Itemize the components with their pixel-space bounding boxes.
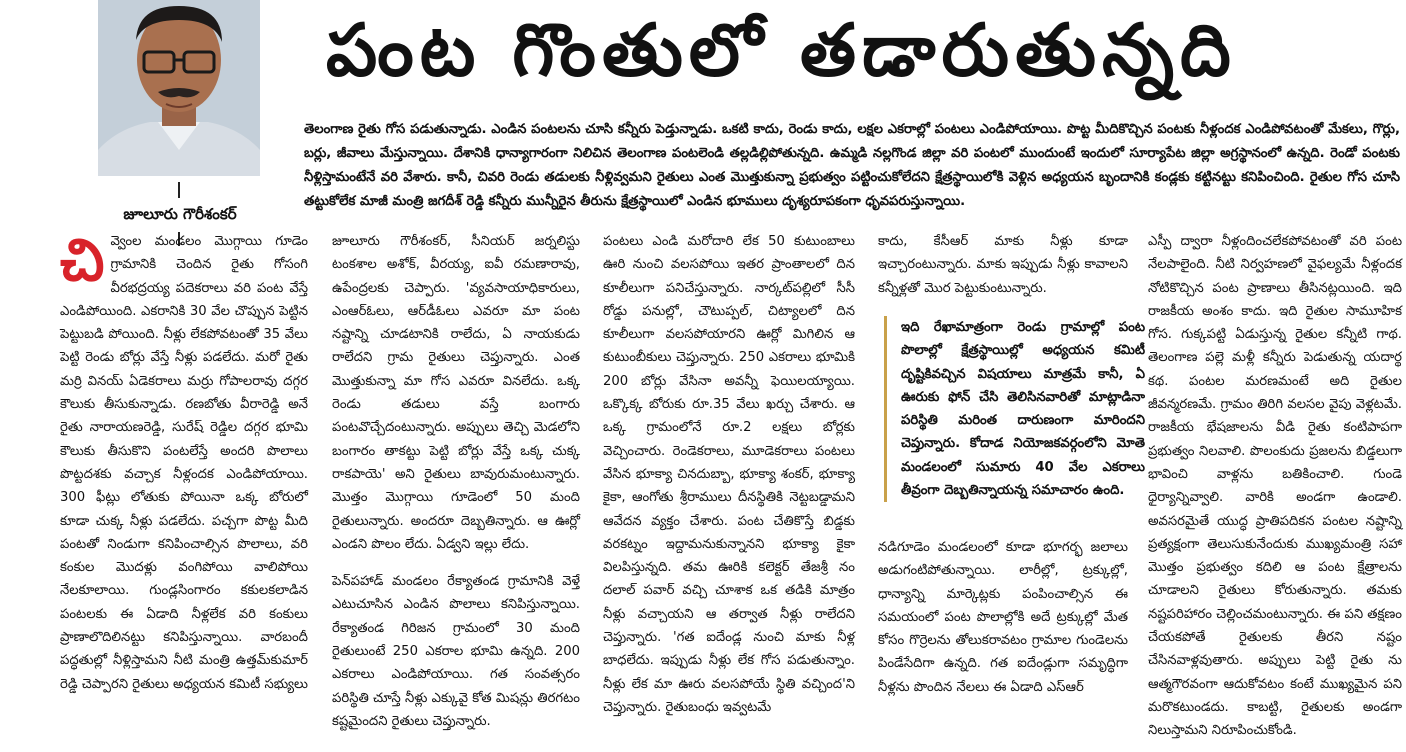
column-5-text: ఎస్పీ ద్వారా నీళ్లందించలేకపోవటంతో వరి పంట నేలపాలైంది. నీటి నిర్వహణలో వైఫల్యమే నీళ్లందక నోటికొచ్చిన పంట ప్రాణాలు తీసినట్లయింది. ఇది రాజకీయ అంశం కాదు. ఇది రైతుల సామూహిక గోస. గుక్కపట్టి ఏడుస్తున్న రైతుల కన్నీటి గాథ. తెలంగాణ పల్లె మళ్లీ కన్నీరు పెడుతున్న యదార్థ కథ. పంటల మరణమంటే అది రైతుల జీవన్మరణమే. గ్రామం తిరిగి వలసల వైపు వెళ్లటమే. రాజకీయ భేషజాలను వీడి రైతు కంటిపాపగా ప్రభుత్వం నిలవాలి. పొలంకుదు ప్రజలను బిడ్డలుగా భావించి వాళ్లను బతికించాలి. గుండె ధైర్యాన్నివ్వాలి. వారికి అండగా ఉండాలి. అవసరమైతే యుద్ధ ప్రాతిపదికన పంటల నష్టాన్ని ప్రత్యక్షంగా తెలుసుకునేందుకు ముఖ్యమంత్రి సహా మొత్తం ప్రభుత్వం కదిలి ఆ పంట క్షేత్రాలను చూడాలని రైతులు కోరుతున్నారు. తమకు నష్టపరిహారం చెల్లించమంటున్నారు. ఈ పని తక్షణం చేయకపోతే రైతులకు తీరని నష్టం చేసినవాళ్లవుతారు. అప్పులు పెట్టి రైతు ను ఆత్మగౌరవంగా ఆదుకోవటం కంటే ముఖ్యమైన పని మరొకటుండదు. కాబట్టి, రైతులకు అండగా నిలుస్తామని నిరూపించుకోండి. (1148, 234, 1402, 739)
pull-quote: ఇది రేఖామాత్రంగా రెండు గ్రామాల్లో పంట పొలాల్లో క్షేత్రస్థాయిల్లో అధ్యయన కమిటీ దృష్టికివచ్చిన విషయాలు మాత్రమే కానీ, ఏ ఊరుకు ఫోన్ చేసి తెలిసినవారితో మాట్లాడినా పరిస్థితి మరింత దారుణంగా మారిందని చెప్తున్నారు. కోదాడ నియోజకవర్గంలోని మోతె మండలంలో సుమారు 40 వేల ఎకరాలు తీవ్రంగా దెబ్బతిన్నాయన్న సమాచారం ఉంది. (884, 316, 1145, 502)
column-3-text: పంటలు ఎండి మరోదారి లేక 50 కుటుంబాలు ఊరి నుంచి వలసపోయి ఇతర ప్రాంతాలలో దిన కూలీలుగా పనిచేస్తున్నారు. నార్కట్‌పల్లిలో సీసీ రోడ్డు పనుల్లో, చౌటుప్పల్, చిట్యాలలో దిన కూలీలుగా వలసపోయారని ఊర్లో మిగిలిన ఆ కుటుంబీకులు చెప్తున్నారు. 250 ఎకరాలు భూమికి 200 బోర్లు వేసినా అవన్నీ ఫెయిలయ్యాయి. ఒక్కొక్క బోరుకు రూ.35 వేలు ఖర్చు చేశారు. ఆ ఒక్క గ్రామంలోనే రూ.2 లక్షలు బోర్లకు వెచ్చించారు. రెండెకరాలు, మూడెకరాలు పంటలు వేసిన భూక్యా చినదుబ్బా, భూక్యా శంకర్, భూక్యా కైకా, ఆంగోతు శ్రీరాములు దీనస్థితికి నెట్టబడ్డామని ఆవేదన వ్యక్తం చేశారు. పంట చేతికొస్తే బిడ్డకు వరకట్నం ఇద్దామనుకున్నానని భూక్యా కైకా విలపిస్తున్నది. తమ ఊరికి కలెక్టర్ తేజశ్రీ నం దలాల్ పవార్ వచ్చి చూశాక ఒక తడికి మాత్రం నీళ్లు వచ్చాయని ఆ తర్వాత నీళ్లు రాలేదని చెప్తున్నారు. 'గత ఐదేండ్ల నుంచి మాకు నీళ్ల బాధలేదు. ఇప్పుడు నీళ్లు లేక గోస పడుతున్నాం. నీళ్లు లేక మా ఊరు వలసపోయే స్థితి వచ్చింద'ని చెప్తున్నారు. రైతుబంధు ఇవ్వటమే (603, 234, 855, 715)
author-name: జూలూరు గౌరీశంకర్ (123, 205, 237, 223)
drop-cap: చి (60, 226, 105, 294)
divider-line-top (178, 182, 180, 198)
author-photo (98, 0, 260, 176)
column-1-text: వ్వెంల మండలం మొగ్గాయి గూడెం గ్రామానికి చెందిన రైతు గోసంగి వీరభద్రయ్య పదెకరాలు వరి పంట వేస్తే ఎండిపోయింది. ఎకరానికి 30 వేల చొప్పున పెట్టిన పెట్టుబడి పోయింది. నీళ్లు లేకపోవటంతో 35 వేలు పెట్టి రెండు బోర్లు వేస్తే నీళ్లు పడలేదు. మరో రైతు మర్రి వినయ్ ఏడెకరాలు మర్రు గోపాలరావు దగ్గర కౌలుకు తీసుకున్నాడు. రణబోతు వీరారెడ్డి అనే రైతు నారాయణరెడ్డి, సురేష్ రెడ్డిల దగ్గర భూమి కౌలుకు తీసుకొని పంటలేస్తే అందరి పొలాలు పొట్టదశకు వచ్చాక నీళ్లందక ఎండిపోయాయి. 300 ఫీట్లు లోతుకు పోయినా ఒక్క బోరులో కూడా చుక్క నీళ్లు పడలేదు. పచ్చగా పొట్ట మీది పంటతో నిండుగా కనిపించాల్సిన పొలాలు, వరి కంకుల మొదళ్లు వంగిపోయి వాలిపోయి నేలకూలాయి. గుండ్లసింగారం కకులకలాడిన పంటలకు ఈ ఏడాది నీళ్లలేక వరి కంకులు ప్రాణాలొదిలినట్టు కనిపిస్తున్నాయి. వారబందీ పద్ధతుల్లో నీళ్లిస్తామని నీటి మంత్రి ఉత్తమ్‌కుమార్ రెడ్డి చెప్పారని రైతులు అధ్యయన కమిటీ సభ్యులు (60, 234, 308, 692)
column-2 (332, 230, 580, 729)
column-5 (1148, 230, 1402, 739)
column-3 (603, 230, 855, 715)
column-4-top (878, 230, 1128, 302)
intro-paragraph: తెలంగాణ రైతు గోస పడుతున్నాడు. ఎండిన పంటలను చూసి కన్నీరు పెడ్తున్నాడు. ఒకటి కాదు, రెండు కాదు, లక్షల ఎకరాల్లో పంటలు ఎండిపోయాయి. పొట్ట మీదికొచ్చిన పంటకు నీళ్లందక ఎండిపోవటంతో మేకలు, గొర్లు, బర్లు, జీవాలు మేస్తున్నాయి. దేశానికి ధాన్యాగారంగా నిలిచిన తెలంగాణ పంటలెండి తల్లడిల్లిపోతున్నది. ఉమ్మడి నల్లగొండ జిల్లా వరి పంటలో ముందుంటే ఇందులో సూర్యాపేట జిల్లా అగ్రస్థానంలో ఉన్నది. రెండో పంటకు నీళ్లిస్తామంటేనే వరి వేశారు. కానీ, చివరి రెండు తడులకు నీళ్లివ్వమని రైతులు ఎంత మొత్తుకున్నా ప్రభుత్వం పట్టించుకోలేదని క్షేత్రస్థాయిలోకి వెళ్లిన అధ్యయన బృందానికి కండ్లకు కట్టినట్టు కనిపించింది. రైతుల గోస చూసి తట్టుకోలేక మాజీ మంత్రి జగదీశ్ రెడ్డి కన్నీరు మున్నీరైన తీరును క్షేత్రస్థాయిలో ఎండిన భూములు దృశ్యరూపకంగా ధృవపరుస్తున్నాయి. (304, 122, 1400, 209)
column-1 (60, 226, 308, 692)
column-2-paragraph-1: జూలూరు గౌరీశంకర్, సీనియర్ జర్నలిస్టు టంకశాల అశోక్, వీరయ్య, ఐవీ రమణారావు, ఉపేంద్రలకు చెప్పారు. 'వ్యవసాయాధికారులు, ఎంఆర్‌ఓలు, ఆర్‌డీఓలు ఎవరూ మా పంట నష్టాన్ని చూడటానికి రాలేదు, ఏ నాయకుడు రాలేదని గ్రామ రైతులు చెప్తున్నారు. ఎంత మొత్తుకున్నా మా గోస ఎవరూ వినలేదు. ఒక్క రెండు తడులు వస్తే బంగారు పంటవొచ్చేదంటున్నారు. అప్పులు తెచ్చి మెడలోని బంగారం తాకట్టు పెట్టి బోర్లు వేస్తే ఒక్క చుక్క రాకపాయె' అని రైతులు బావురుమంటున్నారు. మొత్తం మొగ్గాయి గూడెంలో 50 మంది రైతులున్నారు. అందరూ దెబ్బతిన్నారు. ఆ ఊర్లో ఎండని పొలం లేదు. ఏడ్వని ఇల్లు లేదు. (332, 234, 580, 552)
column-4-bottom-text: నడిగూడెం మండలంలో కూడా భూగర్భ జలాలు అడుగంటిపోతున్నాయి. లారీల్లో, ట్రక్కుల్లో, ధాన్యాన్ని మార్కెట్లకు పంపించాల్సిన ఈ సమయంలో పంట పొలాల్లోకి అదే ట్రక్కుల్లో మేత కోసం గొర్రెలను తోలుకరావటం గ్రామాల గుండెలను పిండేసేదిగా ఉన్నది. గత ఐదేండ్లుగా సమృద్ధిగా నీళ్లను పొందిన నేలలు ఈ ఏడాది ఎస్‌ఆర్ (878, 540, 1128, 695)
column-4-top-text: కాదు, కేసీఆర్ మాకు నీళ్లు కూడా ఇచ్చారంటున్నారు. మాకు ఇప్పుడు నీళ్లు కావాలని కన్నీళ్లతో మొర పెట్టుకుంటున్నారు. (878, 234, 1128, 296)
column-2-paragraph-2: పెన్‌పహాడ్ మండలం రేక్యాతండ గ్రామానికి వెళ్తే ఎటుచూసిన ఎండిన పొలాలు కనిపిస్తున్నాయి. రేక్యాతండ గిరిజన గ్రామంలో 30 మంది రైతులుంటే 250 ఎకరాల భూమి ఉన్నది. 200 ఎకరాలు ఎండిపోయాయి. గత సంవత్సరం పరిస్థితి చూస్తే నీళ్లు ఎక్కువై కోత మిషన్లు తిరగటం కష్టమైందని రైతులు చెప్తున్నారు. (332, 574, 580, 729)
headline: పంట గొంతులో తడారుతున్నది (326, 8, 1237, 92)
column-4-bottom (878, 536, 1128, 695)
